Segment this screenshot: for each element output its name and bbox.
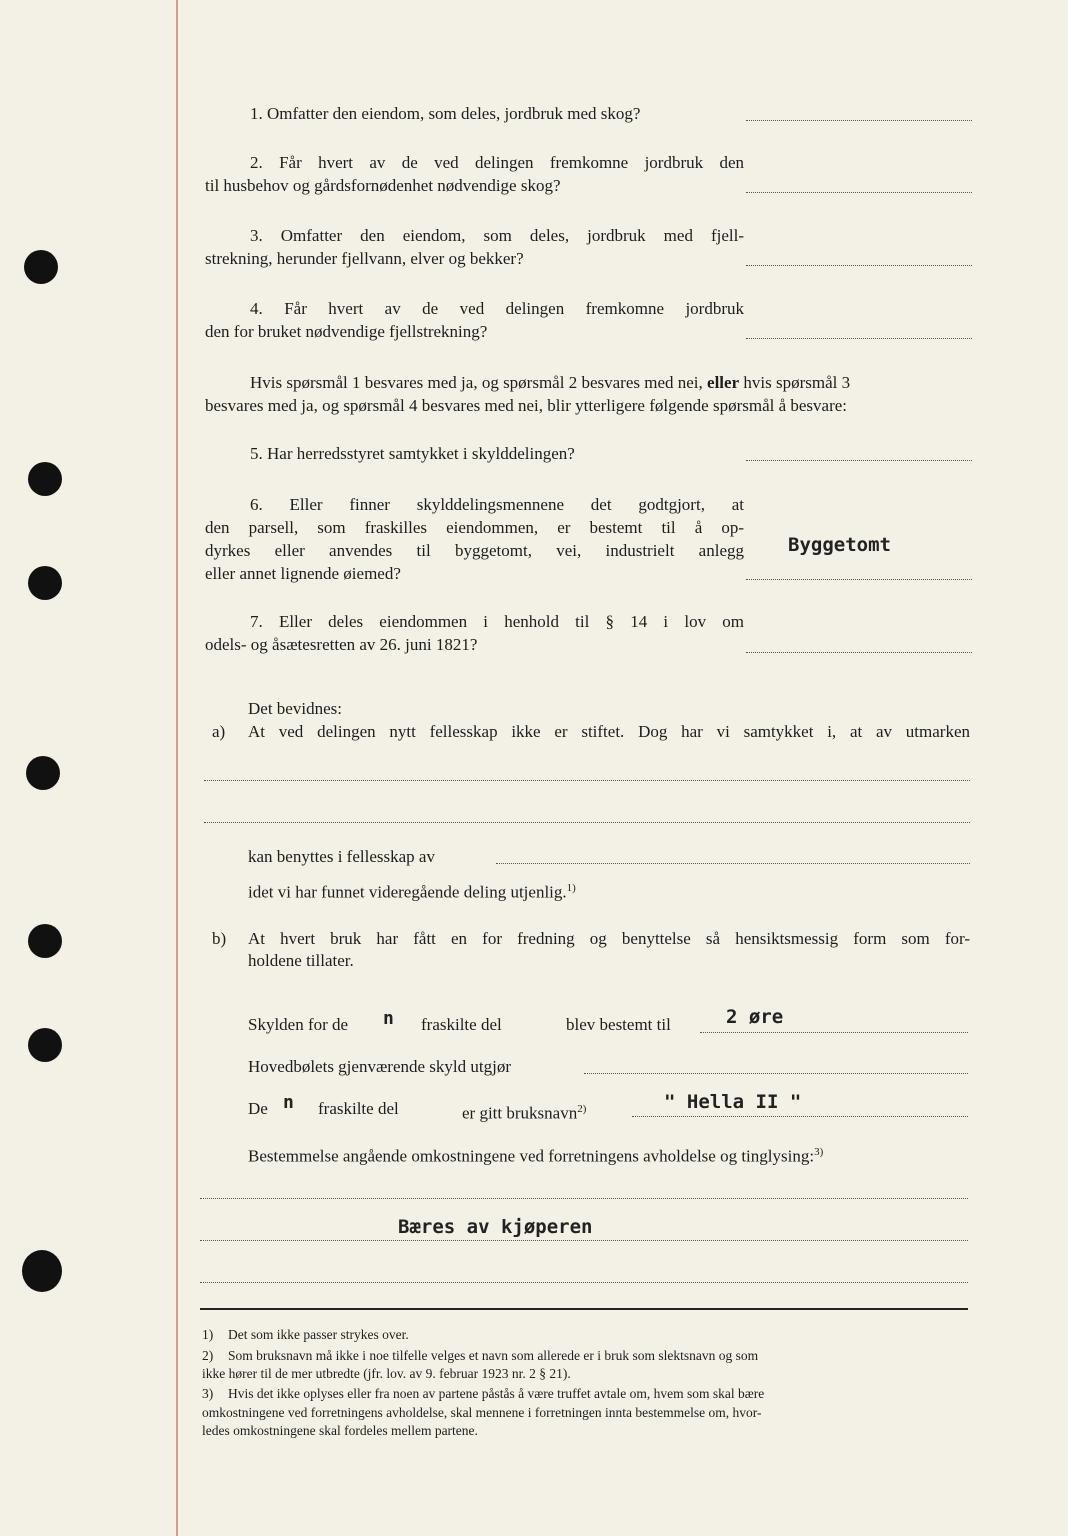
omkostning-line-3[interactable] [200, 1282, 968, 1283]
question-6-line-2: den parsell, som fraskilles eiendommen, er bestemt til å op- [205, 518, 744, 537]
skyld-line[interactable] [700, 1032, 968, 1033]
skyld-label-a: Skylden for de [248, 1015, 349, 1034]
question-3-line-2: strekning, herunder fjellvann, elver og bekker? [205, 249, 524, 268]
hovedbol-label: Hovedbølets gjenværende skyld utgjør [248, 1057, 511, 1076]
utmark-line-1[interactable] [204, 780, 970, 781]
footnote-2-line-2: ikke hører til de mer utbredte (jfr. lov. av 9. februar 1923 nr. 2 § 21). [202, 1366, 571, 1381]
footnote-ref-3: 3) [814, 1146, 824, 1158]
omkostning-label [248, 1141, 823, 1168]
answer-line-4[interactable] [746, 338, 972, 339]
question-4-line-1: 4. Får hvert av de ved delingen fremkomne jordbruk [250, 299, 744, 318]
question-7-line-1: 7. Eller deles eiendommen i henhold til § 14 i lov om [250, 612, 744, 631]
answer-line-7[interactable] [746, 652, 972, 653]
bruksnavn-label-a: De [248, 1099, 268, 1118]
bruksnavn-label-b: fraskilte del [318, 1099, 399, 1118]
attest-b-marker: b) [212, 929, 227, 948]
question-6-line-3: dyrkes eller anvendes til byggetomt, vei, industrielt anlegg [205, 541, 744, 560]
bruksnavn-fill: n [283, 1092, 294, 1113]
answer-line-2[interactable] [746, 192, 972, 193]
answer-6-value: Byggetomt [788, 534, 891, 556]
punch-hole [22, 1250, 62, 1292]
skyld-label-b: fraskilte del [421, 1015, 502, 1034]
bruksnavn-label-text: er gitt bruksnavn [462, 1103, 578, 1123]
question-2-line-2: til husbehov og gårdsfornødenhet nødvendige skog? [205, 176, 561, 195]
condition-text-bold: eller [707, 373, 740, 392]
omkostning-line-1[interactable] [200, 1198, 968, 1199]
attest-a-text: At ved delingen nytt fellesskap ikke er stiftet. Dog har vi samtykket i, at av utmarken [248, 722, 970, 741]
footnote-divider [200, 1308, 968, 1310]
common-use-line[interactable] [496, 863, 970, 864]
footnote-ref-1: 1) [566, 882, 576, 894]
punch-hole [28, 462, 62, 496]
question-6-line-1: 6. Eller finner skylddelingsmennene det godtgjort, at [250, 495, 744, 514]
omkostning-label-text: Bestemmelse angående omkostningene ved forretningens avholdelse og tinglysing: [248, 1146, 815, 1166]
skyld-label-c: blev bestemt til [566, 1015, 671, 1034]
footnote-2-line-1 [202, 1347, 758, 1364]
footnote-3-line-1 [202, 1385, 764, 1402]
answer-line-3[interactable] [746, 265, 972, 266]
attest-b-line-2: holdene tillater. [248, 951, 354, 970]
bruksnavn-label-c [462, 1098, 586, 1125]
question-2-line-1: 2. Får hvert av de ved delingen fremkomne jordbruk den [250, 153, 744, 172]
footnote-1-marker: 1) [202, 1327, 214, 1342]
question-4-line-2: den for bruket nødvendige fjellstrekning? [205, 322, 488, 341]
footnote-3-marker: 3) [202, 1386, 214, 1401]
answer-line-6[interactable] [746, 579, 972, 580]
utmark-line-2[interactable] [204, 822, 970, 823]
footnote-3-text-1: Hvis det ikke oplyses eller fra noen av partene påstås å være truffet avtale om, hvem som skal bære [228, 1386, 765, 1401]
punch-hole [28, 566, 62, 600]
answer-line-5[interactable] [746, 460, 972, 461]
condition-text-b: hvis spørsmål 3 [743, 373, 851, 392]
attest-a-reason-text: idet vi har funnet videregående deling utjenlig. [248, 882, 567, 902]
skyld-value: 2 øre [726, 1006, 784, 1028]
skyld-fill: n [383, 1008, 394, 1029]
hovedbol-line[interactable] [584, 1073, 968, 1074]
punch-hole [28, 924, 62, 958]
attest-b-line-1: At hvert bruk har fått en for fredning og benyttelse så hensiktsmessig form som for- [248, 929, 970, 948]
margin-line [176, 0, 178, 1536]
punch-hole [26, 756, 60, 790]
punch-hole [24, 250, 58, 284]
bruksnavn-value: " Hella II " [664, 1091, 802, 1113]
question-5: 5. Har herredsstyret samtykket i skylddelingen? [250, 444, 575, 463]
footnote-2-marker: 2) [202, 1348, 214, 1363]
condition-text-a: Hvis spørsmål 1 besvares med ja, og spørsmål 2 besvares med nei, [250, 373, 703, 392]
footnote-3-line-2: omkostningene ved forretningens avholdelse, skal mennene i forretningen innta bestemmelse om, hvor- [202, 1405, 762, 1420]
question-1: 1. Omfatter den eiendom, som deles, jordbruk med skog? [250, 104, 641, 123]
bruksnavn-line[interactable] [632, 1116, 968, 1117]
omkostning-line-2[interactable] [200, 1240, 968, 1241]
attest-a-reason [248, 877, 576, 904]
answer-line-1[interactable] [746, 120, 972, 121]
question-6-line-4: eller annet lignende øiemed? [205, 564, 401, 583]
question-3-line-1: 3. Omfatter den eiendom, som deles, jordbruk med fjell- [250, 226, 744, 245]
attest-heading: Det bevidnes: [248, 699, 342, 718]
omkostning-value: Bæres av kjøperen [398, 1216, 593, 1238]
footnote-ref-2: 2) [577, 1103, 587, 1115]
footnote-1 [202, 1326, 409, 1343]
question-7-line-2: odels- og åsætesretten av 26. juni 1821? [205, 635, 478, 654]
condition-line-1 [250, 372, 850, 394]
common-use-label: kan benyttes i fellesskap av [248, 847, 435, 866]
footnote-2-text-1: Som bruksnavn må ikke i noe tilfelle velges et navn som allerede er i bruk som slektsnavn og som [228, 1348, 759, 1363]
condition-line-2: besvares med ja, og spørsmål 4 besvares med nei, blir ytterligere følgende spørsmål å besvare: [205, 396, 848, 415]
footnote-3-line-3: ledes omkostningene skal fordeles mellem partene. [202, 1423, 478, 1438]
punch-hole [28, 1028, 62, 1062]
attest-a-marker: a) [212, 722, 226, 741]
footnote-1-text: Det som ikke passer strykes over. [228, 1327, 409, 1342]
